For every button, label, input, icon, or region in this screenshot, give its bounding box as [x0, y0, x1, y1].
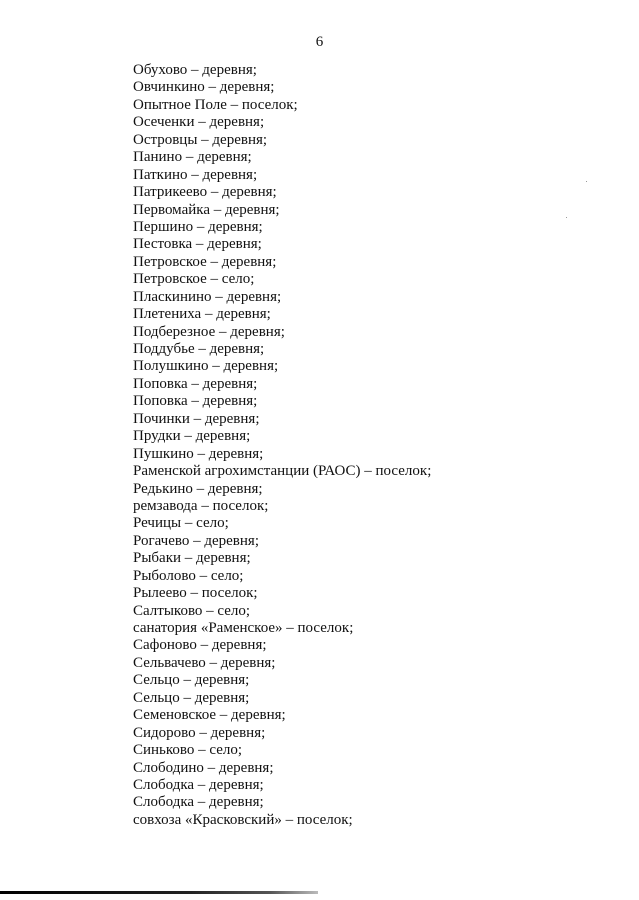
settlement-list: [133, 62, 431, 829]
list-item: Петровское – деревня;: [133, 253, 277, 270]
list-item: Плетениха – деревня;: [133, 306, 271, 323]
list-item: Слободино – деревня;: [133, 759, 274, 776]
list-item: Патрикеево – деревня;: [133, 184, 277, 201]
list-item: Пушкино – деревня;: [133, 445, 264, 462]
list-item: Сельцо – деревня;: [133, 689, 250, 706]
list-item: Рыболово – село;: [133, 567, 244, 584]
list-item: Сельцо – деревня;: [133, 672, 250, 689]
list-item: Редькино – деревня;: [133, 480, 263, 497]
list-item: Полушкино – деревня;: [133, 358, 279, 375]
list-item: Поповка – деревня;: [133, 393, 258, 410]
list-item: ремзавода – поселок;: [133, 497, 269, 514]
list-item: Пестовка – деревня;: [133, 236, 262, 253]
list-item: Сидорово – деревня;: [133, 724, 266, 741]
list-item: Опытное Поле – поселок;: [133, 96, 298, 113]
list-item: Поддубье – деревня;: [133, 341, 265, 357]
list-item: санатория «Раменское» – поселок;: [133, 620, 354, 636]
list-item: Островцы – деревня;: [133, 131, 268, 148]
list-item: Речицы – село;: [133, 515, 229, 532]
list-item: Сафоново – деревня;: [133, 637, 267, 654]
page-number: 6: [315, 34, 324, 50]
list-item: Рогачево – деревня;: [133, 532, 259, 549]
list-item: Першино – деревня;: [133, 218, 263, 235]
list-item: Поповка – деревня;: [133, 375, 258, 392]
scan-edge-line: [0, 891, 318, 894]
list-item: Починки – деревня;: [133, 410, 260, 427]
list-item: Обухово – деревня;: [133, 62, 257, 78]
list-item: Подберезное – деревня;: [133, 323, 285, 340]
list-item: Семеновское – деревня;: [133, 707, 286, 724]
list-item: Первомайка – деревня;: [133, 201, 280, 218]
list-item: Рылеево – поселок;: [133, 585, 258, 602]
list-item: Осеченки – деревня;: [133, 114, 265, 131]
list-item: Раменской агрохимстанции (РАОС) – поселок;: [133, 463, 432, 480]
list-item: Панино – деревня;: [133, 149, 252, 166]
list-item: Слободка – деревня;: [133, 794, 264, 811]
list-item: Петровское – село;: [133, 271, 255, 288]
list-item: Синьково – село;: [133, 742, 243, 759]
list-item: Сельвачево – деревня;: [133, 654, 276, 671]
list-item: Салтыково – село;: [133, 602, 251, 619]
list-item: Слободка – деревня;: [133, 776, 264, 793]
scan-speck: [586, 181, 587, 182]
scan-speck: [566, 217, 567, 218]
list-item: Овчинкино – деревня;: [133, 79, 275, 96]
list-item: Пласкинино – деревня;: [133, 288, 282, 305]
list-item: Прудки – деревня;: [133, 428, 251, 445]
list-item: Паткино – деревня;: [133, 166, 258, 183]
list-item: Рыбаки – деревня;: [133, 550, 251, 567]
list-item: совхоза «Красковский» – поселок;: [133, 811, 353, 828]
